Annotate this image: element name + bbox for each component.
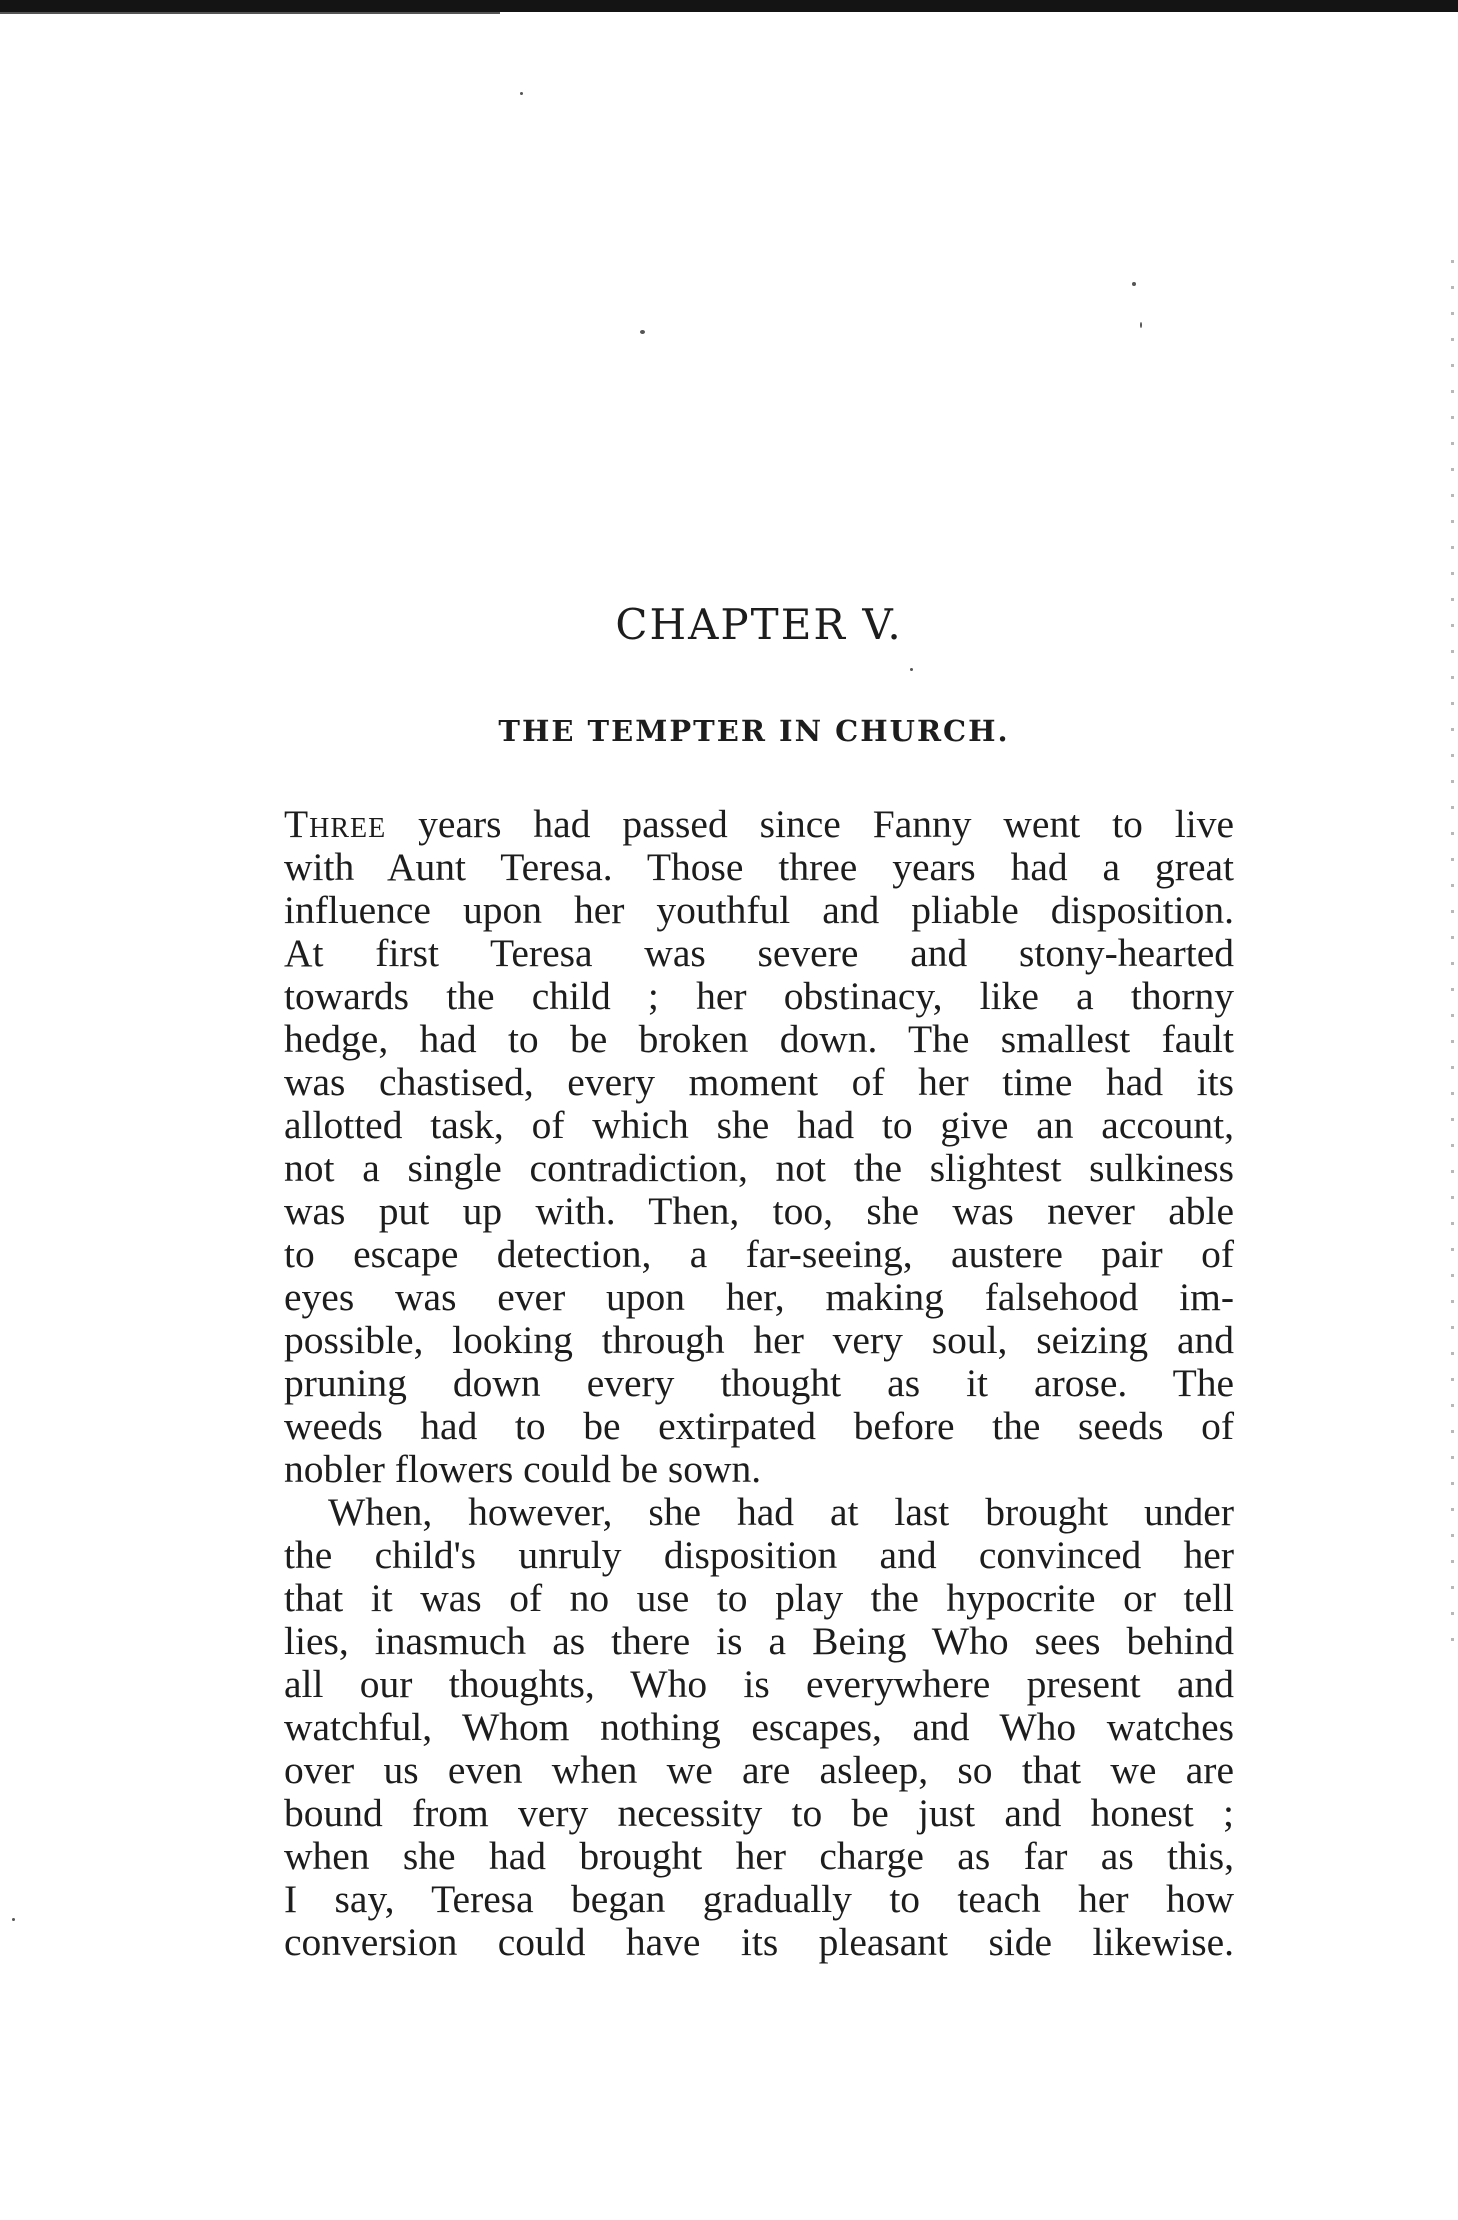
page-top-border-shadow bbox=[0, 12, 500, 14]
paper-speck bbox=[1132, 282, 1136, 286]
text-line: When, however, she had at last brought under bbox=[328, 1490, 1234, 1534]
text-line: lies, inasmuch as there is a Being Who sees behind bbox=[284, 1619, 1234, 1663]
text-line: watchful, Whom nothing escapes, and Who watches bbox=[284, 1705, 1234, 1749]
first-line-rest: years had passed since Fanny went to live bbox=[386, 802, 1234, 846]
paper-speck bbox=[12, 1918, 15, 1921]
text-line: I say, Teresa began gradually to teach her how bbox=[284, 1877, 1234, 1921]
text-line: over us even when we are asleep, so that we are bbox=[284, 1748, 1234, 1792]
paper-speck bbox=[910, 668, 913, 671]
paper-speck bbox=[640, 330, 645, 334]
text-line bbox=[284, 803, 1234, 846]
text-line: possible, looking through her very soul, seizing and bbox=[284, 1318, 1234, 1362]
text-line: bound from very necessity to be just and honest ; bbox=[284, 1791, 1234, 1835]
opening-word: Three bbox=[284, 802, 387, 846]
page-edge-marks bbox=[1451, 260, 1454, 1660]
chapter-body bbox=[284, 803, 1234, 1964]
text-line: pruning down every thought as it arose. The bbox=[284, 1361, 1234, 1405]
text-line: with Aunt Teresa. Those three years had a great bbox=[284, 845, 1234, 889]
paper-speck bbox=[1140, 322, 1142, 328]
paragraph-2 bbox=[284, 1491, 1234, 1964]
chapter-title: CHAPTER V. bbox=[615, 600, 903, 649]
text-line: nobler flowers could be sown. bbox=[284, 1447, 762, 1491]
text-line: the child's unruly disposition and convinced her bbox=[284, 1533, 1234, 1577]
text-line: not a single contradiction, not the slightest sulkiness bbox=[284, 1146, 1234, 1190]
text-line: At first Teresa was severe and stony-hearted bbox=[284, 931, 1234, 975]
text-line: was chastised, every moment of her time had its bbox=[284, 1060, 1234, 1104]
paper-speck bbox=[520, 92, 523, 95]
text-line: weeds had to be extirpated before the seeds of bbox=[284, 1404, 1234, 1448]
text-line: hedge, had to be broken down. The smallest fault bbox=[284, 1017, 1234, 1061]
text-line: was put up with. Then, too, she was never able bbox=[284, 1189, 1234, 1233]
text-line: towards the child ; her obstinacy, like a thorny bbox=[284, 974, 1234, 1018]
chapter-subtitle: THE TEMPTER IN CHURCH. bbox=[498, 714, 1010, 748]
text-line: when she had brought her charge as far as this, bbox=[284, 1834, 1234, 1878]
text-line: to escape detection, a far-seeing, austere pair of bbox=[284, 1232, 1234, 1276]
text-line: allotted task, of which she had to give an account, bbox=[284, 1103, 1234, 1147]
text-line: eyes was ever upon her, making falsehood im- bbox=[284, 1275, 1234, 1319]
page-top-border bbox=[0, 0, 1458, 12]
paragraph-1 bbox=[284, 803, 1234, 1491]
text-line: all our thoughts, Who is everywhere present and bbox=[284, 1662, 1234, 1706]
text-line: conversion could have its pleasant side likewise. bbox=[284, 1920, 1234, 1964]
text-line: influence upon her youthful and pliable disposition. bbox=[284, 888, 1234, 932]
text-line: that it was of no use to play the hypocrite or tell bbox=[284, 1576, 1234, 1620]
